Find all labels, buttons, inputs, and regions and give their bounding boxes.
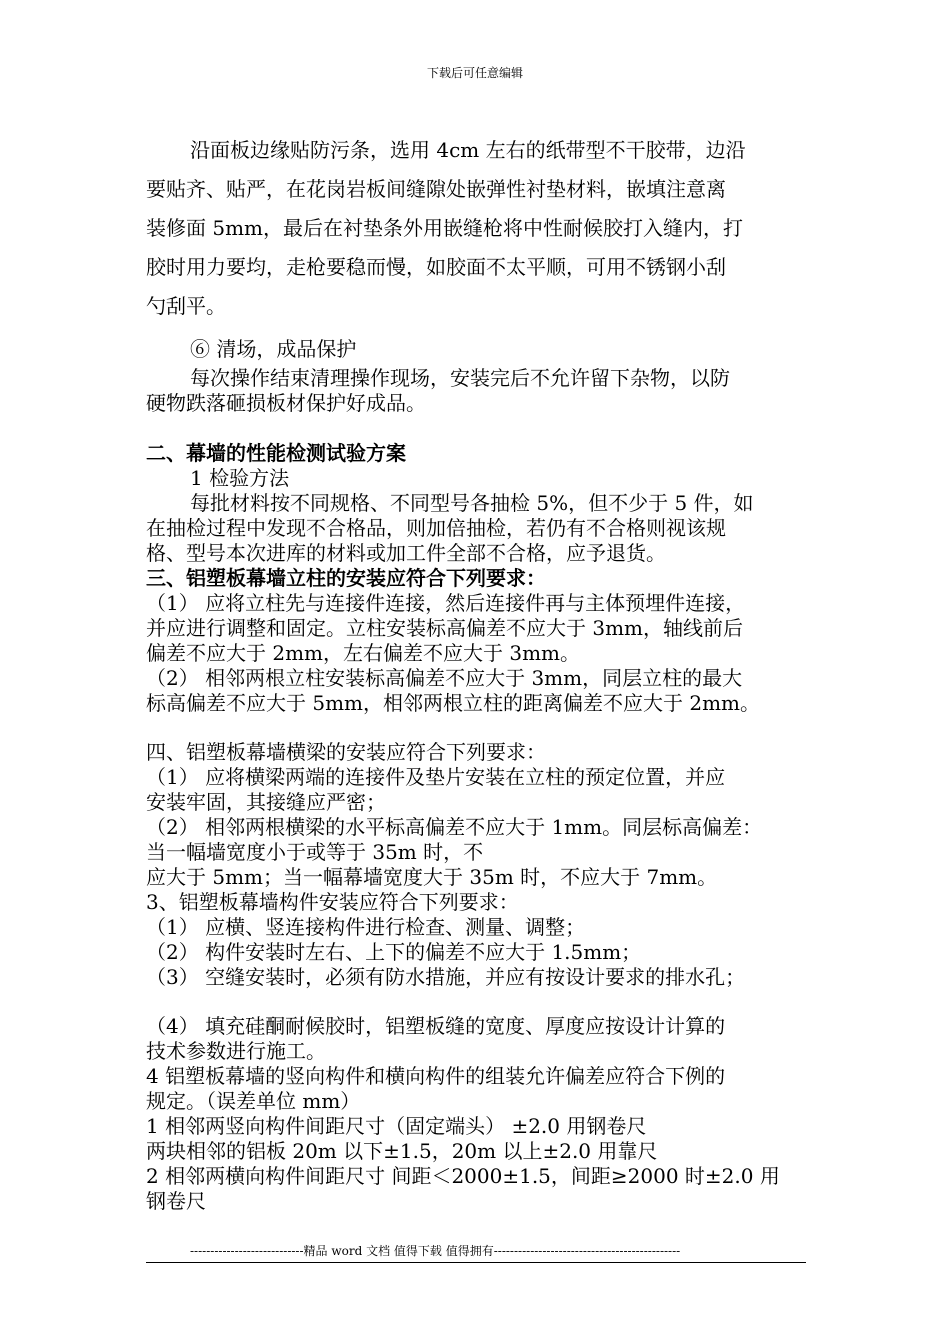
paragraph-line: 并应进行调整和固定。立柱安装标高偏差不应大于 3mm，轴线前后 xyxy=(146,616,744,640)
paragraph-line: 偏差不应大于 2mm，左右偏差不应大于 3mm。 xyxy=(146,641,581,665)
section-heading: 四、铝塑板幕墙横梁的安装应符合下列要求： xyxy=(146,740,546,764)
paragraph-line: （2） 相邻两根立柱安装标高偏差不应大于 3mm，同层立柱的最大 xyxy=(146,666,743,690)
paragraph-line: 格、型号本次进库的材料或加工件全部不合格，应予退货。 xyxy=(146,541,666,565)
paragraph-line: （3） 空缝安装时，必须有防水措施，并应有按设计要求的排水孔； xyxy=(146,965,746,989)
paragraph-line: 2 相邻两横向构件间距尺寸 间距＜2000±1.5，间距≥2000 时±2.0 用 xyxy=(146,1164,780,1188)
list-item-heading: ⑥ 清场，成品保护 xyxy=(190,337,357,361)
footer-rule xyxy=(146,1262,806,1263)
section-heading: 三、铝塑板幕墙立柱的安装应符合下列要求： xyxy=(146,566,546,590)
paragraph-line: 安装牢固，其接缝应严密； xyxy=(146,790,386,814)
paragraph-line: 沿面板边缘贴防污条，选用 4cm 左右的纸带型不干胶带，边沿 xyxy=(190,138,746,162)
paragraph-line: （4） 填充硅酮耐候胶时，铝塑板缝的宽度、厚度应按设计计算的 xyxy=(146,1014,726,1038)
paragraph-line: （1） 应将立柱先与连接件连接，然后连接件再与主体预埋件连接， xyxy=(146,591,746,615)
paragraph-line: 两块相邻的铝板 20m 以下±1.5，20m 以上±2.0 用靠尺 xyxy=(146,1139,658,1163)
paragraph-line: 应大于 5mm；当一幅幕墙宽度大于 35m 时，不应大于 7mm。 xyxy=(146,865,718,889)
paragraph-line: （2） 相邻两根横梁的水平标高偏差不应大于 1mm。同层标高偏差： xyxy=(146,815,763,839)
section-heading: 3、铝塑板幕墙构件安装应符合下列要求： xyxy=(146,890,519,914)
paragraph-line: 技术参数进行施工。 xyxy=(146,1039,326,1063)
paragraph-line: 4 铝塑板幕墙的竖向构件和横向构件的组装允许偏差应符合下例的 xyxy=(146,1064,726,1088)
paragraph-line: 当一幅墙宽度小于或等于 35m 时，不 xyxy=(146,840,484,864)
paragraph-line: （2） 构件安装时左右、上下的偏差不应大于 1.5mm； xyxy=(146,940,642,964)
sub-heading: 1 检验方法 xyxy=(190,466,290,490)
paragraph-line: 在抽检过程中发现不合格品，则加倍抽检，若仍有不合格则视该规 xyxy=(146,516,726,540)
paragraph-line: 规定。（误差单位 mm） xyxy=(146,1089,361,1113)
page-header: 下载后可任意编辑 xyxy=(426,66,523,80)
paragraph-line: （1） 应横、竖连接构件进行检查、测量、调整； xyxy=(146,915,586,939)
paragraph-line: 硬物跌落砸损板材保护好成品。 xyxy=(146,391,426,415)
paragraph-line: 每次操作结束清理操作现场，安装完后不允许留下杂物，以防 xyxy=(190,366,730,390)
paragraph-line: 钢卷尺 xyxy=(146,1189,206,1213)
paragraph-line: 装修面 5mm，最后在衬垫条外用嵌缝枪将中性耐候胶打入缝内，打 xyxy=(146,216,744,240)
paragraph-line: 胶时用力要均，走枪要稳而慢，如胶面不太平顺，可用不锈钢小刮 xyxy=(146,255,726,279)
paragraph-line: 要贴齐、贴严，在花岗岩板间缝隙处嵌弹性衬垫材料，嵌填注意离 xyxy=(146,177,726,201)
paragraph-line: 每批材料按不同规格、不同型号各抽检 5%，但不少于 5 件，如 xyxy=(190,491,754,515)
paragraph-line: 标高偏差不应大于 5mm，相邻两根立柱的距离偏差不应大于 2mm。 xyxy=(146,691,761,715)
paragraph-line: 1 相邻两竖向构件间距尺寸（固定端头） ±2.0 用钢卷尺 xyxy=(146,1114,647,1138)
paragraph-line: 勺刮平。 xyxy=(146,294,226,318)
section-heading: 二、幕墙的性能检测试验方案 xyxy=(146,441,406,465)
page-footer: ----------------------------精品 word 文档 值得下载 值得拥有---------------------------------------------- xyxy=(190,1244,681,1258)
paragraph-line: （1） 应将横梁两端的连接件及垫片安装在立柱的预定位置，并应 xyxy=(146,765,726,789)
